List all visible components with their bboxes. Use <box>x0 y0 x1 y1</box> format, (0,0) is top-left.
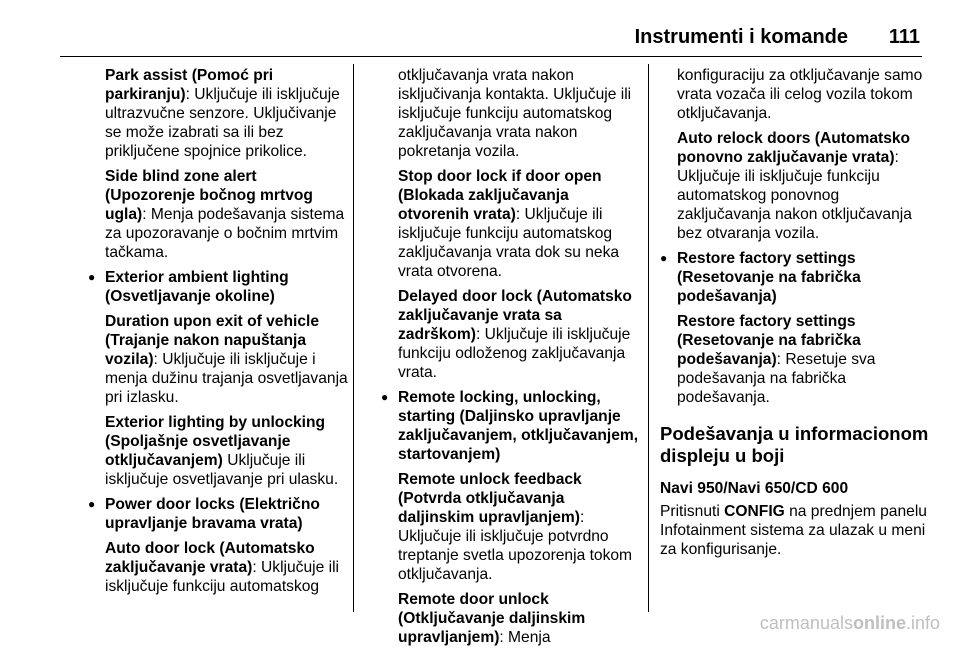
remote-unlock-feedback-text: : Uključuje ili isključuje potvrdno treptanje svetla upozorenja tokom otključavanja. <box>398 509 633 583</box>
auto-relock-text: : Uključuje ili isključuje funkciju automatskog ponovnog zaključavanja nakon otključavanja bez otvaranja vozila. <box>677 149 912 242</box>
column-divider-1 <box>353 64 354 612</box>
remote-door-unlock-entry <box>398 590 641 647</box>
auto-door-lock-title: Auto door lock (Automatsko zaključavanje vrata) <box>105 540 315 576</box>
page-number: 111 <box>888 26 920 48</box>
stop-door-lock-title: Stop door lock if door open (Blokada zaključavanja otvorenih vrata) <box>398 168 602 223</box>
restore-factory-title: Restore factory settings (Resetovanje na fabrička podešavanja) <box>677 313 861 368</box>
auto-door-lock-entry <box>105 539 350 596</box>
duration-exit-title: Duration upon exit of vehicle (Trajanje nakon napuštanja vozila) <box>105 313 320 368</box>
config-instruction <box>660 502 930 559</box>
column3-continuation: konfiguraciju za otključavanje samo vrata vozača ili celog vozila tokom otključavanja. <box>677 67 923 122</box>
delayed-door-lock-entry <box>398 287 641 382</box>
exterior-ambient-bullet: ● Exterior ambient lighting (Osvetljavanje okoline) <box>88 268 350 306</box>
auto-door-lock-text: : Uključuje ili isključuje funkciju automatskog <box>105 559 340 595</box>
config-after: na prednjem panelu Infotainment sistema za ulazak u meni za konfigurisanje. <box>660 503 927 558</box>
exterior-unlocking-text: Uključuje ili isključuje osvetljavanje pri ulasku. <box>105 452 339 488</box>
duration-exit-entry <box>105 312 350 407</box>
watermark-prefix: carmanuals <box>759 613 853 633</box>
restore-factory-entry <box>677 312 930 407</box>
restore-factory-text: : Resetuje sva podešavanja na fabrička podešavanja. <box>677 351 876 406</box>
park-assist-text: : Uključuje ili isključuje ultrazvučne senzore. Uključivanje se može izabrati sa ili bez priključene spojnice prikolice. <box>105 86 340 160</box>
column-divider-2 <box>648 64 649 612</box>
page-header <box>0 26 960 56</box>
restore-factory-bullet: ● Restore factory settings (Resetovanje na fabrička podešavanja) <box>660 249 930 306</box>
remote-locking-bullet: ● Remote locking, unlocking, starting (Daljinsko upravljanje zaključavanjem, otključavanjem, startovanjem) <box>381 388 641 464</box>
remote-door-unlock-text: : Menja <box>499 629 551 646</box>
watermark-suffix: .info <box>905 613 940 633</box>
stop-door-lock-entry <box>398 167 641 281</box>
stop-door-lock-text: : Uključuje ili isključuje funkciju automatskog zaključavanja vrata dok su neka vrata otvorena. <box>398 206 620 280</box>
column-2 <box>381 66 641 653</box>
remote-unlock-feedback-entry <box>398 470 641 584</box>
section-heading: Podešavanja u informacionom displeju u boji <box>660 423 929 466</box>
exterior-unlocking-entry <box>105 413 350 489</box>
column-3 <box>660 66 930 559</box>
duration-exit-text: : Uključuje ili isključuje i menja dužinu trajanja osvetljavanja pri izlasku. <box>105 351 348 406</box>
header-rule <box>60 56 922 57</box>
park-assist-entry <box>105 66 350 161</box>
power-door-locks-bullet: ● Power door locks (Električno upravljanje bravama vrata) <box>88 495 350 533</box>
model-label: Navi 950/Navi 650/CD 600 <box>660 480 849 497</box>
side-blind-zone-text: : Menja podešavanja sistema za upozoravanje o bočnim mrtvim tačkama. <box>105 206 345 261</box>
side-blind-zone-entry <box>105 167 350 262</box>
delayed-door-lock-text: : Uključuje ili isključuje funkciju odloženog zaključavanja vrata. <box>398 326 631 381</box>
auto-relock-entry <box>677 129 930 243</box>
park-assist-title: Park assist (Pomoć pri parkiranju) <box>105 67 274 103</box>
watermark[interactable] <box>760 613 940 634</box>
header-title: Instrumenti i komande <box>634 26 848 48</box>
column2-continuation: otključavanja vrata nakon isključivanja kontakta. Uključuje ili isključuje funkciju automatskog zaključavanja vrata nakon pokretanja vozila. <box>398 67 632 160</box>
side-blind-zone-title: Side blind zone alert (Upozorenje bočnog mrtvog ugla) <box>105 168 313 223</box>
config-before: Pritisnuti <box>660 503 725 520</box>
auto-relock-title: Auto relock doors (Automatsko ponovno zaključavanje vrata) <box>677 130 911 166</box>
remote-door-unlock-title: Remote door unlock (Otključavanje daljinskim upravljanjem) <box>398 591 586 646</box>
delayed-door-lock-title: Delayed door lock (Automatsko zaključavanje vrata sa zadrškom) <box>398 288 632 343</box>
remote-unlock-feedback-title: Remote unlock feedback (Potvrda otključavanja daljinskim upravljanjem) <box>398 471 582 526</box>
watermark-domain: online <box>852 613 906 633</box>
column-1 <box>88 66 350 602</box>
exterior-unlocking-title: Exterior lighting by unlocking (Spoljašnje osvetljavanje otključavanjem) <box>105 414 326 469</box>
config-key: CONFIG <box>724 503 785 520</box>
